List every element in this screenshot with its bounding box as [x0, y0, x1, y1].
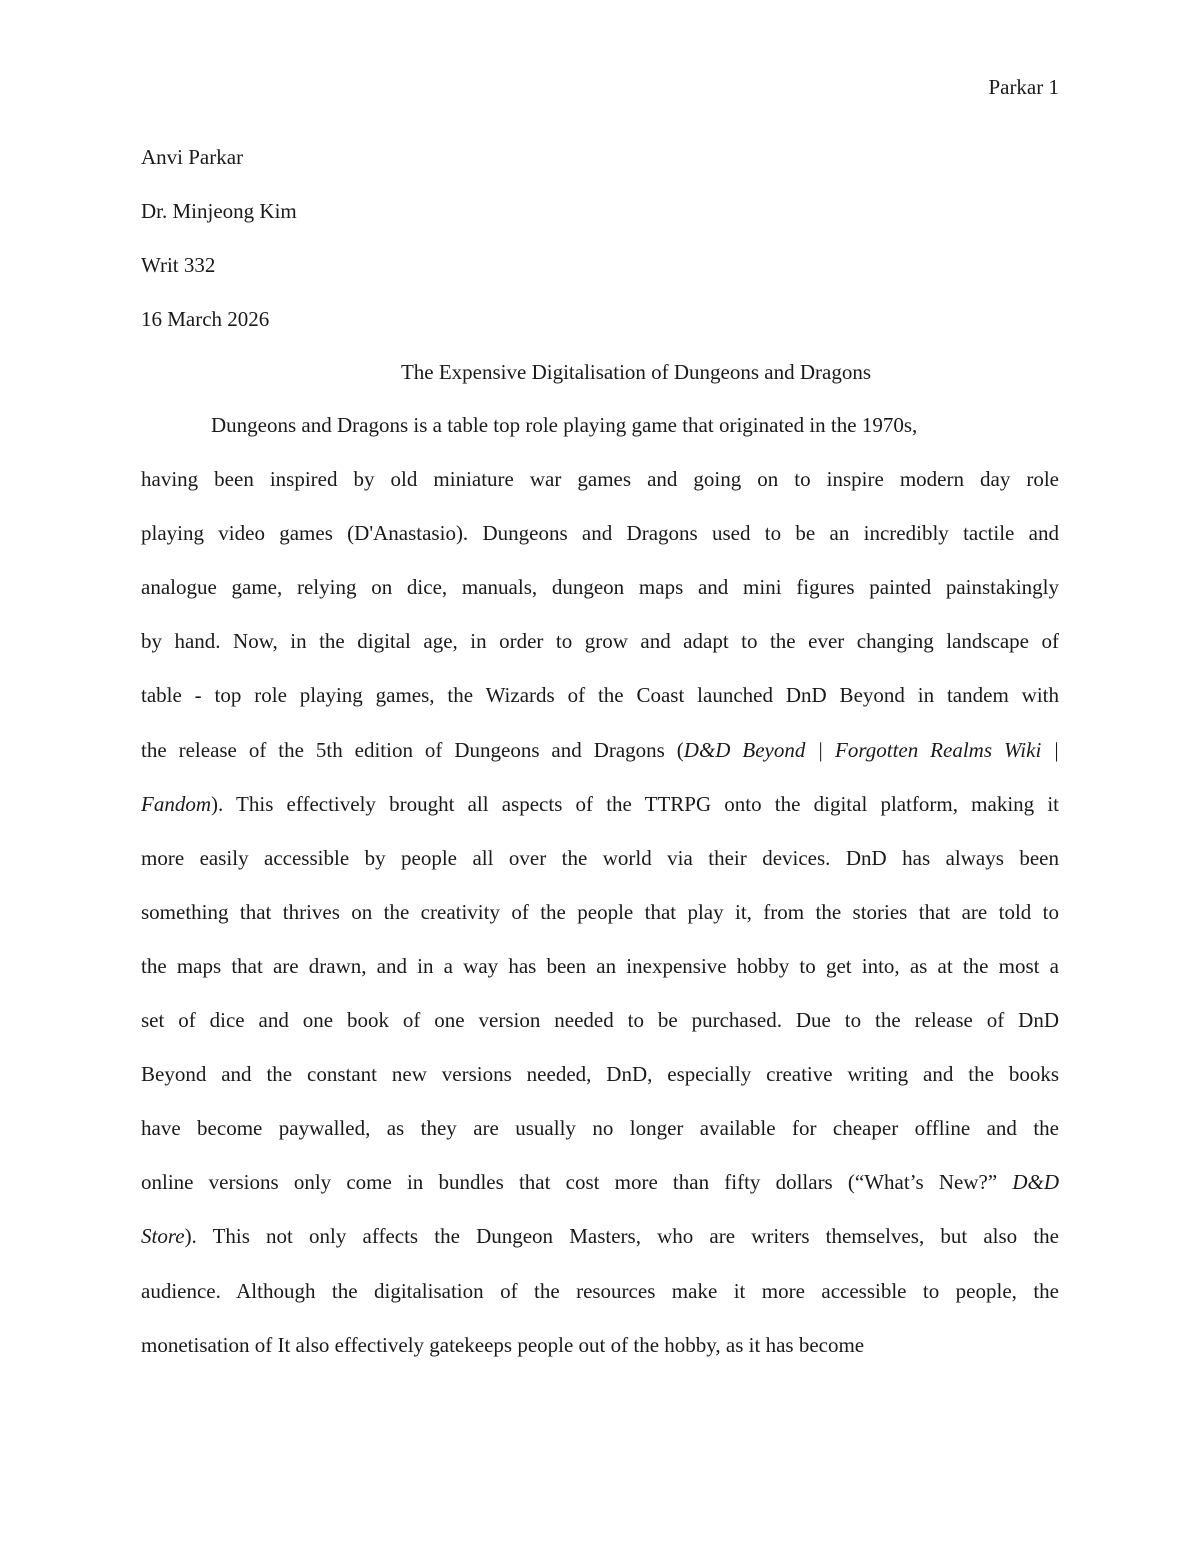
- citation-italic: Fandom: [141, 791, 211, 816]
- body-text: the release of the 5th edition of Dungeons and Dragons (: [141, 737, 684, 762]
- running-header: Parkar 1: [988, 75, 1059, 99]
- body-line: analogue game, relying on dice, manuals, dungeon maps and mini figures painted painstakingly: [141, 575, 1059, 600]
- body-line: having been inspired by old miniature war games and going on to inspire modern day role: [141, 467, 1059, 492]
- mla-heading: [141, 144, 1059, 360]
- course-name: Writ 332: [141, 253, 216, 277]
- body-text: online versions only come in bundles that cost more than fifty dollars (“What’s New?”: [141, 1170, 998, 1195]
- body-line: table - top role playing games, the Wizards of the Coast launched DnD Beyond in tandem with: [141, 683, 1059, 708]
- body-line: more easily accessible by people all over the world via their devices. DnD has always been: [141, 845, 1059, 870]
- citation-italic: D&D: [1012, 1170, 1059, 1195]
- body-line: monetisation of It also effectively gatekeeps people out of the hobby, as it has become: [141, 1332, 865, 1357]
- body-line: Dungeons and Dragons is a table top role playing game that originated in the 1970s,: [211, 413, 918, 437]
- body-text: ). This not only affects the Dungeon Masters, who are writers themselves, but also the: [184, 1224, 1059, 1249]
- body-text: ). This effectively brought all aspects of the TTRPG onto the digital platform, making it: [211, 791, 1059, 816]
- citation-italic: D&D Beyond | Forgotten Realms Wiki |: [683, 737, 1059, 762]
- body-line: set of dice and one book of one version needed to be purchased. Due to the release of DnD: [141, 1008, 1059, 1033]
- body-line: playing video games (D'Anastasio). Dungeons and Dragons used to be an incredibly tactile and: [141, 521, 1059, 546]
- instructor-name: Dr. Minjeong Kim: [141, 199, 297, 223]
- body-line: [141, 791, 1059, 818]
- body-line: audience. Although the digitalisation of the resources make it more accessible to people, the: [141, 1278, 1059, 1303]
- body-line: [141, 1223, 1059, 1250]
- body-line: something that thrives on the creativity of the people that play it, from the stories that are told to: [141, 899, 1059, 924]
- essay-body: [141, 412, 1059, 1386]
- essay-date: 16 March 2026: [141, 307, 270, 331]
- body-line: [141, 1169, 1059, 1196]
- body-line: the maps that are drawn, and in a way has been an inexpensive hobby to get into, as at the most a: [141, 953, 1059, 978]
- body-line: by hand. Now, in the digital age, in order to grow and adapt to the ever changing landscape of: [141, 629, 1059, 654]
- body-line: have become paywalled, as they are usually no longer available for cheaper offline and the: [141, 1116, 1059, 1141]
- body-line: [141, 737, 1059, 764]
- body-line: Beyond and the constant new versions needed, DnD, especially creative writing and the books: [141, 1062, 1059, 1087]
- essay-title: The Expensive Digitalisation of Dungeons and Dragons: [400, 360, 872, 384]
- citation-italic: Store: [141, 1224, 185, 1249]
- student-name: Anvi Parkar: [141, 145, 244, 169]
